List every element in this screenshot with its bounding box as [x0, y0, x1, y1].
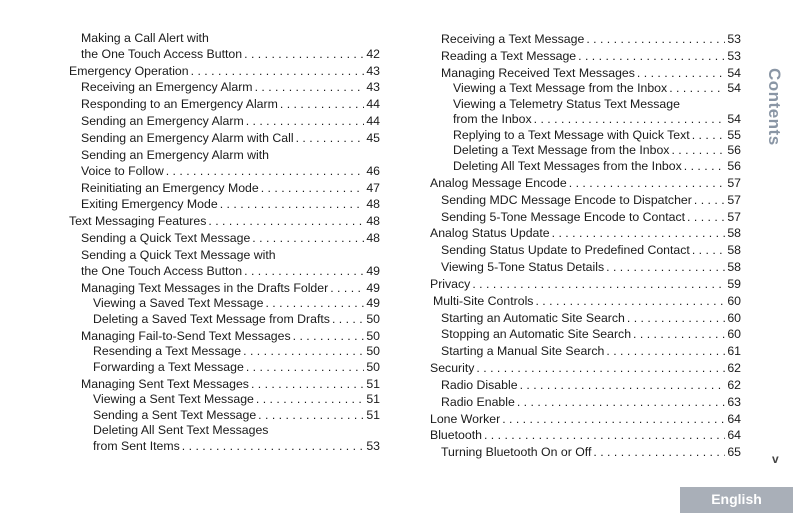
dot-leader	[258, 408, 364, 423]
dot-leader	[593, 445, 725, 460]
toc-entry-page: 44	[366, 114, 380, 128]
toc-entry-page: 49	[366, 296, 380, 310]
toc-entry-page: 48	[366, 231, 380, 245]
dot-leader	[472, 277, 725, 292]
dot-leader	[265, 296, 364, 311]
dot-leader	[244, 264, 364, 279]
dot-leader	[166, 164, 365, 179]
toc-entry-title: Text Messaging Features	[69, 214, 207, 228]
toc-entry[interactable]	[441, 260, 741, 275]
toc-entry[interactable]	[441, 66, 741, 81]
toc-entry[interactable]	[81, 281, 380, 296]
toc-entry-page: 47	[366, 181, 380, 195]
toc-entry-page: 46	[366, 164, 380, 178]
toc-entry-title: Turning Bluetooth On or Off	[441, 445, 592, 459]
toc-entry-page: 54	[727, 81, 741, 95]
dot-leader	[586, 32, 725, 47]
toc-entry-page: 64	[727, 428, 741, 442]
toc-entry-page: 57	[727, 210, 741, 224]
toc-entry[interactable]	[430, 361, 741, 376]
toc-entry-title: Stopping an Automatic Site Search	[441, 327, 632, 341]
toc-entry[interactable]	[81, 47, 380, 62]
toc-entry[interactable]	[69, 214, 380, 229]
toc-entry[interactable]	[433, 294, 741, 309]
toc-entry-page: 58	[727, 226, 741, 240]
toc-entry-title: Security	[430, 361, 475, 375]
toc-entry-title: Managing Sent Text Messages	[81, 377, 249, 391]
toc-entry[interactable]	[93, 312, 380, 327]
dot-leader	[669, 81, 725, 96]
toc-entry[interactable]	[93, 344, 380, 359]
dot-leader	[684, 159, 726, 174]
dot-leader	[502, 412, 725, 427]
toc-entry-page: 57	[727, 176, 741, 190]
toc-entry-title: Viewing a Telemetry Status Text Message	[453, 97, 680, 111]
toc-entry-page: 60	[727, 311, 741, 325]
dot-leader	[520, 378, 726, 393]
toc-entry-title: Reading a Text Message	[441, 49, 577, 63]
toc-entry-title: Sending Status Update to Predefined Contact	[441, 243, 690, 257]
toc-entry-page: 64	[727, 412, 741, 426]
toc-entry[interactable]	[441, 395, 741, 410]
dot-leader	[220, 197, 365, 212]
toc-entry[interactable]	[81, 264, 380, 279]
toc-entry-title: Multi-Site Controls	[433, 294, 534, 308]
toc-entry-page: 51	[366, 377, 380, 391]
toc-entry-page: 56	[727, 143, 741, 157]
toc-entry[interactable]	[441, 32, 741, 47]
dot-leader	[627, 311, 725, 326]
toc-entry-title: Sending MDC Message Encode to Dispatcher	[441, 193, 692, 207]
toc-entry[interactable]	[441, 243, 741, 258]
toc-entry-title: Viewing a Text Message from the Inbox	[453, 81, 668, 95]
toc-entry-page: 63	[727, 395, 741, 409]
toc-entry[interactable]	[441, 344, 741, 359]
dot-leader	[569, 176, 726, 191]
toc-entry-title: Voice to Follow	[81, 164, 164, 178]
dot-leader	[244, 47, 364, 62]
toc-entry-page: 48	[366, 197, 380, 211]
dot-leader	[255, 80, 365, 95]
toc-entry-title: Making a Call Alert with	[81, 31, 209, 45]
toc-entry-page: 56	[727, 159, 741, 173]
toc-entry-title: Managing Received Text Messages	[441, 66, 635, 80]
dot-leader	[293, 329, 365, 344]
toc-entry-page: 65	[727, 445, 741, 459]
toc-entry-title: Bluetooth	[430, 428, 482, 442]
toc-entry-title: Starting an Automatic Site Search	[441, 311, 625, 325]
dot-leader	[243, 344, 364, 359]
page-number: v	[772, 452, 779, 466]
dot-leader	[692, 128, 726, 143]
toc-entry-title: Privacy	[430, 277, 471, 291]
dot-leader	[692, 243, 725, 258]
toc-entry-title: the One Touch Access Button	[81, 264, 243, 278]
toc-entry-title: Sending an Emergency Alarm with	[81, 148, 269, 162]
toc-entry-page: 61	[727, 344, 741, 358]
toc-entry-page: 50	[366, 329, 380, 343]
dot-leader	[332, 312, 364, 327]
toc-entry-page: 44	[366, 97, 380, 111]
toc-entry-page: 59	[727, 277, 741, 291]
toc-entry-title: Starting a Manual Site Search	[441, 344, 605, 358]
toc-entry-title: Lone Worker	[430, 412, 501, 426]
toc-entry-title: Analog Status Update	[430, 226, 550, 240]
toc-entry-title: Viewing a Saved Text Message	[93, 296, 264, 310]
dot-leader	[578, 49, 725, 64]
toc-entry-page: 45	[366, 131, 380, 145]
dot-leader	[671, 143, 725, 158]
dot-leader	[182, 439, 365, 454]
dot-leader	[252, 231, 364, 246]
dot-leader	[687, 210, 725, 225]
toc-entry-title: Radio Disable	[441, 378, 518, 392]
toc-entry-page: 51	[366, 392, 380, 406]
dot-leader	[261, 181, 365, 196]
toc-entry[interactable]	[81, 231, 380, 246]
section-tab-contents: Contents	[765, 68, 784, 146]
dot-leader	[296, 131, 365, 146]
toc-entry[interactable]	[441, 445, 741, 460]
toc-entry-page: 43	[366, 80, 380, 94]
toc-entry-title: Reinitiating an Emergency Mode	[81, 181, 259, 195]
toc-entry-page: 53	[727, 49, 741, 63]
dot-leader	[637, 66, 725, 81]
toc-entry-page: 50	[366, 344, 380, 358]
toc-entry[interactable]	[453, 159, 741, 174]
toc-entry[interactable]	[441, 378, 741, 393]
toc-entry-title: the One Touch Access Button	[81, 47, 243, 61]
toc-entry-page: 53	[366, 439, 380, 453]
toc-entry[interactable]	[441, 49, 741, 64]
toc-entry-page: 43	[366, 64, 380, 78]
toc-entry[interactable]	[81, 329, 380, 344]
dot-leader	[535, 294, 725, 309]
toc-entry-title: Radio Enable	[441, 395, 515, 409]
toc-entry[interactable]	[453, 81, 741, 96]
toc-entry-page: 60	[727, 327, 741, 341]
toc-entry[interactable]	[453, 112, 741, 127]
toc-entry-title: Sending a Quick Text Message	[81, 231, 251, 245]
language-tab: English	[680, 487, 793, 513]
dot-leader	[606, 260, 725, 275]
dot-leader	[191, 64, 365, 79]
toc-entry-title: Emergency Operation	[69, 64, 189, 78]
toc-entry-title: Deleting a Text Message from the Inbox	[453, 143, 670, 157]
toc-entry[interactable]	[441, 311, 741, 326]
toc-entry-title: Deleting All Text Messages from the Inbox	[453, 159, 682, 173]
toc-entry-title: Resending a Text Message	[93, 344, 242, 358]
toc-entry-title: Sending a Sent Text Message	[93, 408, 257, 422]
toc-entry-title: from the Inbox	[453, 112, 532, 126]
toc-entry-title: Deleting a Saved Text Message from Drafts	[93, 312, 330, 326]
dot-leader	[517, 395, 725, 410]
toc-entry-title: Sending a Quick Text Message with	[81, 248, 276, 262]
toc-entry-page: 62	[727, 378, 741, 392]
toc-entry[interactable]	[81, 164, 380, 179]
toc-entry-page: 57	[727, 193, 741, 207]
toc-entry-page: 42	[366, 47, 380, 61]
toc-entry[interactable]	[69, 64, 380, 79]
dot-leader	[552, 226, 726, 241]
toc-entry-page: 54	[727, 112, 741, 126]
toc-entry-title: Replying to a Text Message with Quick Text	[453, 128, 690, 142]
toc-entry-page: 54	[727, 66, 741, 80]
toc-entry-title: Sending an Emergency Alarm with Call	[81, 131, 294, 145]
toc-entry-page: 48	[366, 214, 380, 228]
toc-entry[interactable]	[430, 412, 741, 427]
toc-entry-page: 51	[366, 408, 380, 422]
dot-leader	[606, 344, 725, 359]
toc-entry[interactable]	[93, 360, 380, 375]
dot-leader	[476, 361, 725, 376]
dot-leader	[484, 428, 725, 443]
dot-leader	[208, 214, 364, 229]
toc-entry-page: 49	[366, 264, 380, 278]
toc-entry-page: 49	[366, 281, 380, 295]
toc-entry[interactable]	[430, 428, 741, 443]
dot-leader	[694, 193, 725, 208]
toc-entry-page: 55	[727, 128, 741, 142]
toc-entry[interactable]	[81, 181, 380, 196]
toc-entry-title: Viewing a Sent Text Message	[93, 392, 254, 406]
toc-entry-title: Deleting All Sent Text Messages	[93, 423, 269, 437]
dot-leader	[246, 360, 364, 375]
toc-entry[interactable]	[453, 128, 741, 143]
toc-entry-title: Analog Message Encode	[430, 176, 567, 190]
dot-leader	[251, 377, 364, 392]
toc-entry-title: from Sent Items	[93, 439, 180, 453]
dot-leader	[280, 97, 364, 112]
toc-entry[interactable]	[93, 408, 380, 423]
toc-entry-page: 53	[727, 32, 741, 46]
toc-entry[interactable]	[441, 327, 741, 342]
toc-entry[interactable]	[81, 197, 380, 212]
toc-entry-title: Receiving an Emergency Alarm	[81, 80, 253, 94]
toc-entry-title: Exiting Emergency Mode	[81, 197, 218, 211]
toc-entry[interactable]	[93, 392, 380, 407]
toc-entry[interactable]	[93, 439, 380, 454]
toc-entry[interactable]	[81, 114, 380, 129]
toc-entry[interactable]	[441, 210, 741, 225]
toc-entry-title: Forwarding a Text Message	[93, 360, 244, 374]
toc-entry-title: Viewing 5-Tone Status Details	[441, 260, 605, 274]
dot-leader	[330, 281, 364, 296]
toc-entry-page: 50	[366, 312, 380, 326]
toc-entry-title: Managing Fail-to-Send Text Messages	[81, 329, 291, 343]
toc-entry-page: 58	[727, 243, 741, 257]
toc-entry-title: Responding to an Emergency Alarm	[81, 97, 278, 111]
toc-entry-title: Receiving a Text Message	[441, 32, 585, 46]
dot-leader	[534, 112, 726, 127]
toc-entry-page: 62	[727, 361, 741, 375]
dot-leader	[633, 327, 725, 342]
toc-entry[interactable]	[93, 296, 380, 311]
toc-entry[interactable]	[81, 131, 380, 146]
toc-entry[interactable]	[81, 377, 380, 392]
toc-entry-title: Sending 5-Tone Message Encode to Contact	[441, 210, 686, 224]
toc-entry-title: Sending an Emergency Alarm	[81, 114, 244, 128]
toc-entry[interactable]	[430, 226, 741, 241]
toc-entry[interactable]	[430, 277, 741, 292]
toc-entry-title: Managing Text Messages in the Drafts Folder	[81, 281, 329, 295]
toc-entry-page: 60	[727, 294, 741, 308]
toc-entry[interactable]	[81, 80, 380, 95]
toc-entry[interactable]	[453, 143, 741, 158]
toc-entry[interactable]	[81, 97, 380, 112]
dot-leader	[246, 114, 365, 129]
toc-entry-page: 50	[366, 360, 380, 374]
toc-entry[interactable]	[430, 176, 741, 191]
dot-leader	[256, 392, 364, 407]
toc-entry[interactable]	[441, 193, 741, 208]
toc-entry-page: 58	[727, 260, 741, 274]
